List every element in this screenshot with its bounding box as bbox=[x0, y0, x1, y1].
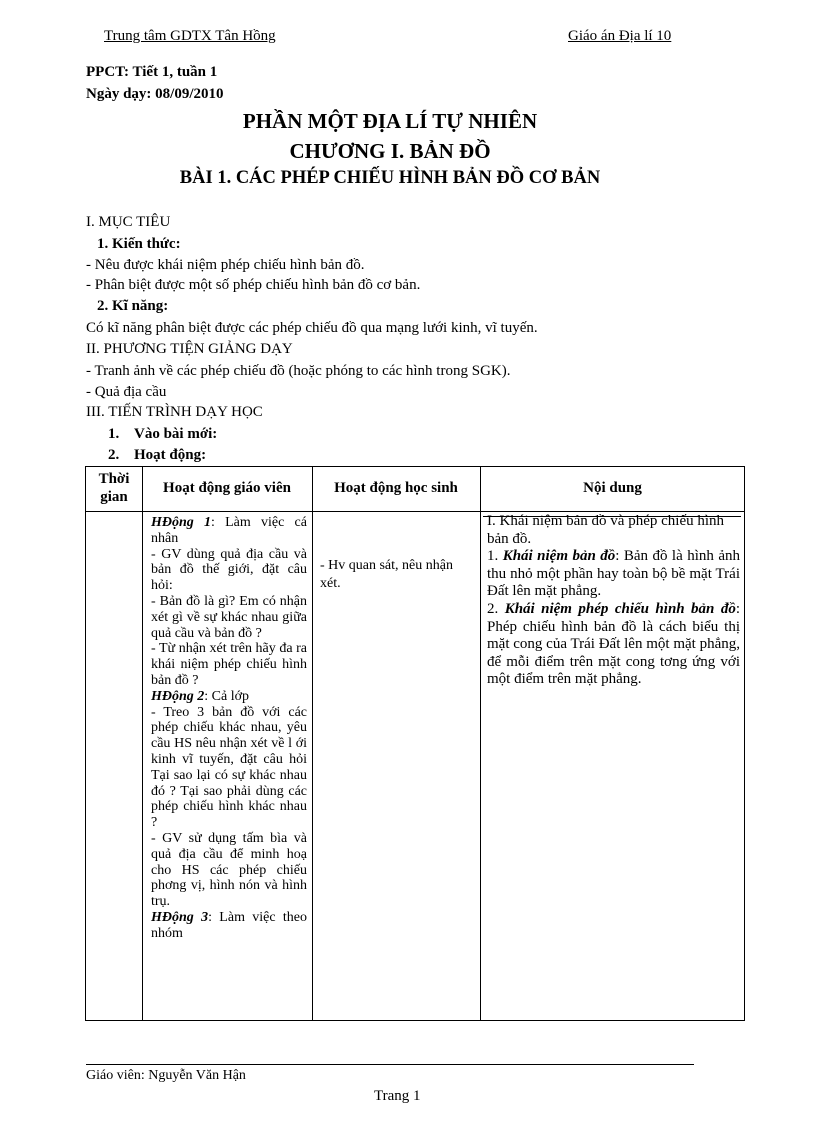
teacher-para-5: - GV sử dụng tấm bìa và quả địa cầu để minh hoạ cho HS các phép chiếu phơng vị, hình nón và hình trụ. bbox=[151, 830, 307, 910]
content-item-1 bbox=[487, 548, 740, 601]
col-divider-3 bbox=[480, 467, 481, 1020]
chapter-title: CHƯƠNG I. BẢN ĐỒ bbox=[289, 139, 491, 163]
content-item-2-term: Khái niệm phép chiếu hình bản đồ bbox=[504, 600, 736, 617]
footer-teacher: Giáo viên: Nguyễn Văn Hận bbox=[86, 1068, 246, 1083]
content-item-1-num: 1. bbox=[487, 548, 499, 565]
process-heading: III. TIẾN TRÌNH DẠY HỌC bbox=[86, 404, 263, 420]
content-section-heading: I. Khái niệm bản đồ và phép chiếu hình bản đồ. bbox=[487, 513, 725, 547]
header-time-line2: gian bbox=[100, 489, 128, 505]
activity-3 bbox=[151, 910, 307, 942]
knowledge-item-2: - Phân biệt được một số phép chiếu hình bản đồ cơ bản. bbox=[86, 277, 421, 293]
lesson-title: BÀI 1. CÁC PHÉP CHIẾU HÌNH BẢN ĐỒ CƠ BẢN bbox=[179, 168, 601, 188]
col-divider-2 bbox=[312, 467, 313, 1020]
process-step-1-num: 1. bbox=[108, 426, 120, 442]
header-time bbox=[86, 470, 142, 506]
header-student: Hoạt động học sinh bbox=[334, 480, 458, 496]
header-school: Trung tâm GDTX Tân Hồng bbox=[104, 28, 276, 44]
student-activities: - Hv quan sát, nêu nhận xét. bbox=[320, 558, 453, 591]
skills-heading: 2. Kĩ năng: bbox=[97, 298, 169, 314]
teacher-para-1: - GV dùng quả địa cầu và bản đồ thế giới, đặt câu hỏi: bbox=[151, 546, 307, 594]
process-step-2-label: Hoạt động: bbox=[134, 447, 207, 463]
header-subject: Giáo án Địa lí 10 bbox=[568, 28, 672, 44]
knowledge-heading: 1. Kiến thức: bbox=[97, 236, 181, 252]
process-step-2-num: 2. bbox=[108, 447, 120, 463]
content-column bbox=[487, 513, 740, 689]
knowledge-item-1: - Nêu được khái niệm phép chiếu hình bản đồ. bbox=[86, 257, 365, 273]
materials-item-1: - Tranh ảnh về các phép chiếu đồ (hoặc phóng to các hình trong SGK). bbox=[86, 363, 511, 379]
date-line: Ngày dạy: 08/09/2010 bbox=[86, 86, 224, 102]
teacher-para-2: - Bản đồ là gì? Em có nhận xét gì về sự khác nhau giữa quả cầu và bản đồ ? bbox=[151, 593, 307, 641]
activity-2-label: HĐộng 2 bbox=[151, 688, 205, 704]
activity-2-desc: : Cả lớp bbox=[204, 688, 250, 704]
materials-heading: II. PHƯƠNG TIỆN GIẢNG DẠY bbox=[86, 341, 293, 357]
activity-3-desc: : Làm việc theo nhóm bbox=[151, 909, 308, 941]
materials-item-2: - Quả địa cầu bbox=[86, 384, 167, 400]
teacher-para-4: - Treo 3 bản đồ với các phép chiếu khác nhau, yêu cầu HS nêu nhận xét về l ới kinh vĩ tuyến, đặt câu hỏi Tại sao lại có sự khác nhau đó ? Tại sao phải dùng các phép chiếu hình khác nhau ? bbox=[151, 704, 307, 831]
teacher-activities bbox=[151, 515, 307, 942]
page-number: Trang 1 bbox=[374, 1088, 421, 1104]
process-step-1 bbox=[108, 426, 217, 443]
activity-1-label: HĐộng 1 bbox=[151, 515, 212, 530]
lesson-table bbox=[85, 466, 745, 1021]
header-divider bbox=[86, 511, 744, 512]
teacher-para-3: - Từ nhận xét trên hãy đa ra khái niệm phép chiếu hình bản đồ ? bbox=[151, 641, 307, 688]
skills-text: Có kĩ năng phân biệt được các phép chiếu đồ qua mạng lưới kinh, vĩ tuyến. bbox=[86, 320, 538, 336]
process-step-1-label: Vào bài mới: bbox=[134, 426, 218, 442]
content-item-2-num: 2. bbox=[487, 600, 499, 617]
header-teacher: Hoạt động giáo viên bbox=[163, 480, 291, 496]
content-item-2-text: : Phép chiếu hình bản đồ là cách biểu thị mặt cong của Trái Đất lên một mặt phẳng, để mỗi điểm trên mặt cong tơng ứng với một điểm trên mặt phẳng. bbox=[487, 600, 740, 688]
col-divider-1 bbox=[142, 467, 143, 1020]
ppct-line: PPCT: Tiết 1, tuần 1 bbox=[86, 64, 218, 80]
objectives-heading: I. MỤC TIÊU bbox=[86, 214, 171, 230]
header-time-line1: Thời bbox=[98, 471, 130, 487]
footer-rule bbox=[86, 1064, 694, 1065]
content-item-2 bbox=[487, 601, 740, 689]
part-title: PHẦN MỘT ĐỊA LÍ TỰ NHIÊN bbox=[242, 109, 538, 133]
activity-1 bbox=[151, 515, 307, 547]
activity-2 bbox=[151, 689, 307, 705]
activity-1-desc: : Làm việc cá nhân bbox=[151, 515, 307, 546]
header-content: Nội dung bbox=[583, 480, 642, 496]
content-item-1-term: Khái niệm bản đồ bbox=[502, 548, 616, 565]
content-item-1-text: : Bản đồ là hình ảnh thu nhỏ một phần hay toàn bộ bề mặt Trái Đất lên mặt phẳng. bbox=[487, 548, 740, 600]
activity-3-label: HĐộng 3 bbox=[151, 909, 209, 925]
process-step-2 bbox=[108, 447, 206, 464]
